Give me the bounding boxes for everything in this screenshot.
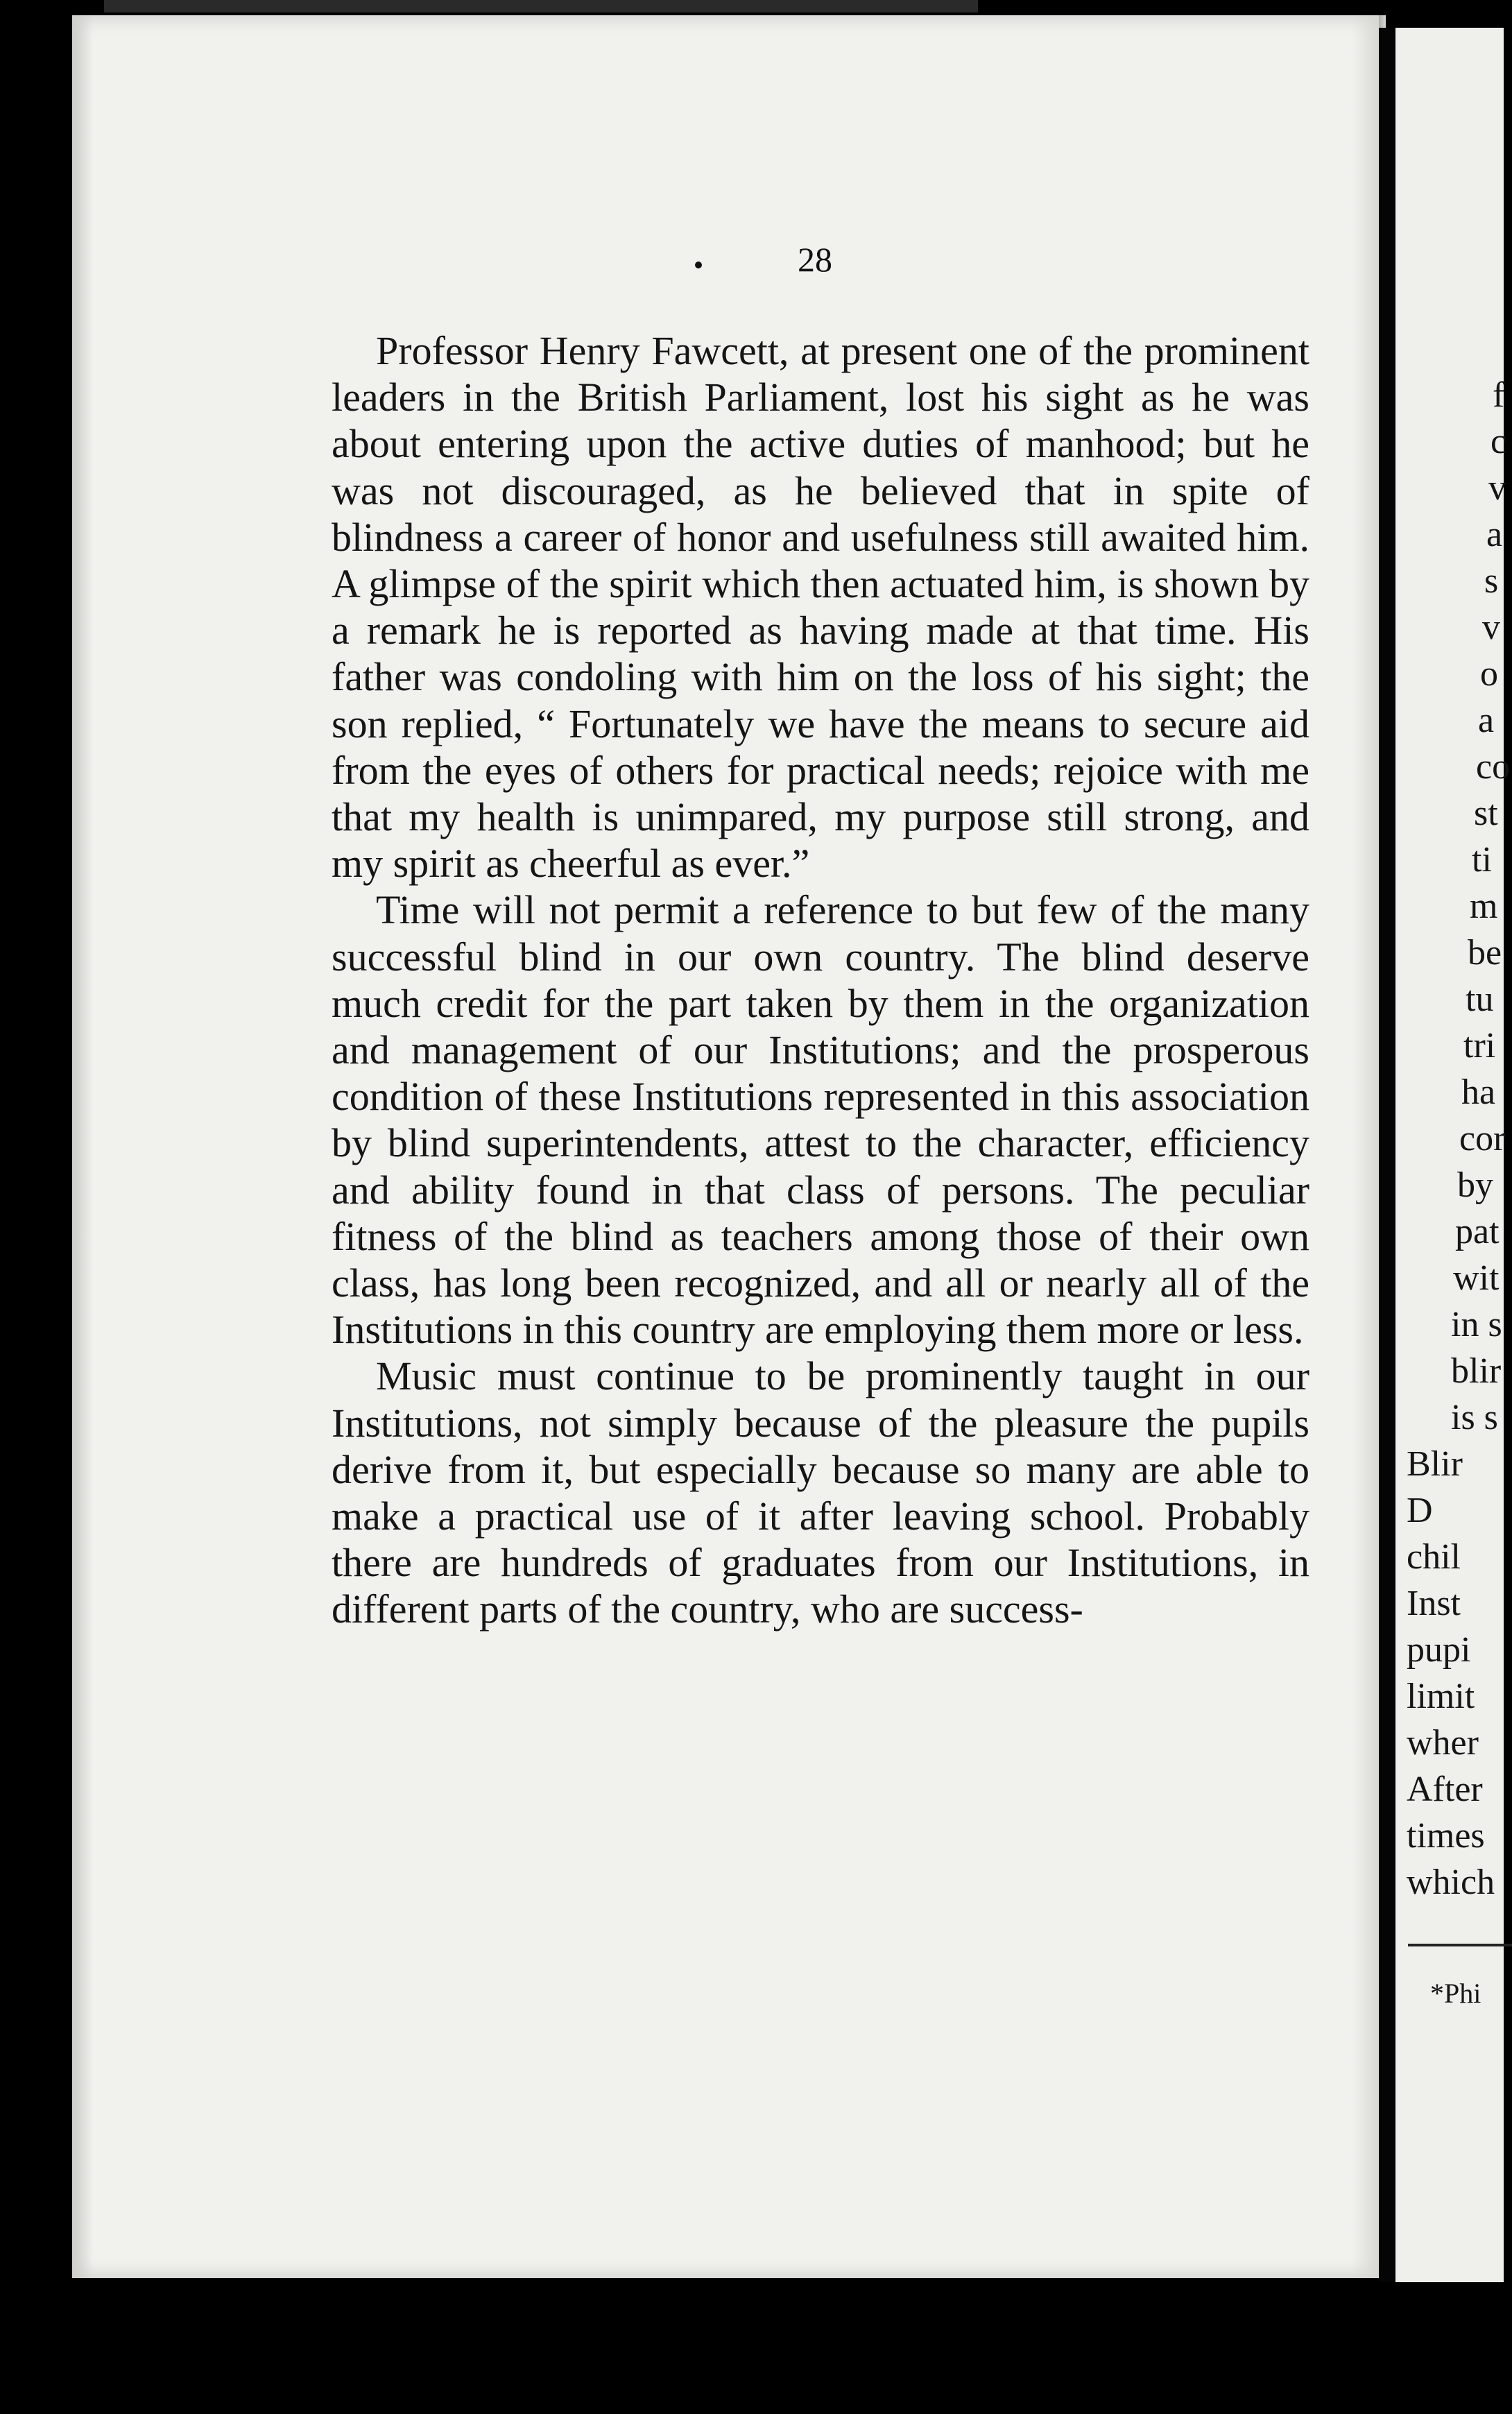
body-text bbox=[332, 327, 1309, 1633]
paragraph-fawcett: Professor Henry Fawcett, at present one of the prominent leaders in the British Parliament, lost his sight as he was about entering upon the active duties of manhood; but he was not discouraged, as he believed that in spite of blindness a career of honor and usefulness still awaited him. A glimpse of the spirit which then actuated him, is shown by a remark he is reported as having made at that time. His father was condoling with him on the loss of his sight; the son replied, “ Fortunately we have the means to secure aid from the eyes of others for practical needs; rejoice with me that my health is unimpared, my purpose still strong, and my spirit as cheerful as ever.” bbox=[332, 328, 1309, 887]
right-page-fragment: tu bbox=[1466, 979, 1494, 1019]
page-number-dot bbox=[695, 262, 702, 268]
right-page-fragment: Blir bbox=[1407, 1444, 1463, 1484]
right-page-fragment: wher bbox=[1407, 1723, 1479, 1763]
right-page-fragment: o bbox=[1480, 654, 1498, 694]
page-left-shadow bbox=[72, 15, 93, 2278]
right-page-fragment: blir bbox=[1451, 1351, 1502, 1391]
footnote-rule bbox=[1408, 1944, 1512, 1946]
right-page-footnote: *Phi bbox=[1430, 1978, 1481, 2009]
right-page-fragment: wit bbox=[1453, 1258, 1500, 1298]
right-page-fragment: which bbox=[1407, 1863, 1495, 1902]
right-page-fragment: be bbox=[1468, 933, 1502, 973]
page-number: 28 bbox=[798, 240, 832, 279]
right-page-fragment: limit bbox=[1407, 1677, 1475, 1716]
right-page-fragment: tri bbox=[1463, 1026, 1496, 1065]
paragraph-music: Music must continue to be prominently taught in our Institutions, not simply because of the pleasure the pupils derive from it, but especially because so many are able to make a practical use of it after leaving school. Probably there are hundreds of graduates from our Institutions, in different parts of the country, who are success- bbox=[332, 1353, 1309, 1632]
right-page-fragment: times bbox=[1407, 1816, 1485, 1856]
right-page-fragment: by bbox=[1457, 1165, 1493, 1205]
right-page-fragment: Inst bbox=[1407, 1584, 1461, 1623]
right-page-fragment: a bbox=[1478, 701, 1495, 740]
right-page-fragment: ti bbox=[1472, 840, 1492, 880]
right-page-fragment: c bbox=[1490, 422, 1507, 461]
right-page-edge bbox=[1395, 28, 1511, 2282]
right-page-fragment: st bbox=[1474, 794, 1498, 833]
right-page-fragment: in s bbox=[1451, 1305, 1502, 1344]
right-page-fragment: v bbox=[1482, 608, 1500, 647]
right-page-fragment: chil bbox=[1407, 1537, 1461, 1577]
right-page-fragment: is s bbox=[1451, 1398, 1498, 1437]
right-page-fragment: pat bbox=[1455, 1212, 1500, 1251]
book-gutter bbox=[1379, 28, 1395, 2282]
right-page-fragment: f bbox=[1493, 375, 1505, 415]
right-page-fragment: a bbox=[1486, 515, 1503, 554]
right-page-fragment: m bbox=[1470, 887, 1498, 926]
right-page-fragment: co bbox=[1476, 747, 1511, 787]
right-page-fragment: s bbox=[1484, 561, 1499, 601]
right-page-fragment: ha bbox=[1461, 1072, 1496, 1112]
right-page-fragment: v bbox=[1488, 468, 1506, 508]
right-page-fragment: After bbox=[1407, 1770, 1483, 1809]
top-binding-strip bbox=[104, 0, 978, 12]
paragraph-successful-blind: Time will not permit a reference to but few of the many successful blind in our own country. The blind deserve much credit for the part taken by them in the organization and management of our Institutions; and the prosperous condition of these Institutions represented in this association by blind superintendents, attest to the character, efficiency and ability found in that class of persons. The peculiar fitness of the blind as teachers among those of their own class, has long been recognized, and all or nearly all of the Institutions in this country are employing them more or less. bbox=[332, 887, 1309, 1353]
right-page-fragment: D bbox=[1407, 1491, 1433, 1530]
right-page-fragment: pupi bbox=[1407, 1630, 1471, 1670]
right-page-fragment: cor bbox=[1459, 1119, 1506, 1158]
